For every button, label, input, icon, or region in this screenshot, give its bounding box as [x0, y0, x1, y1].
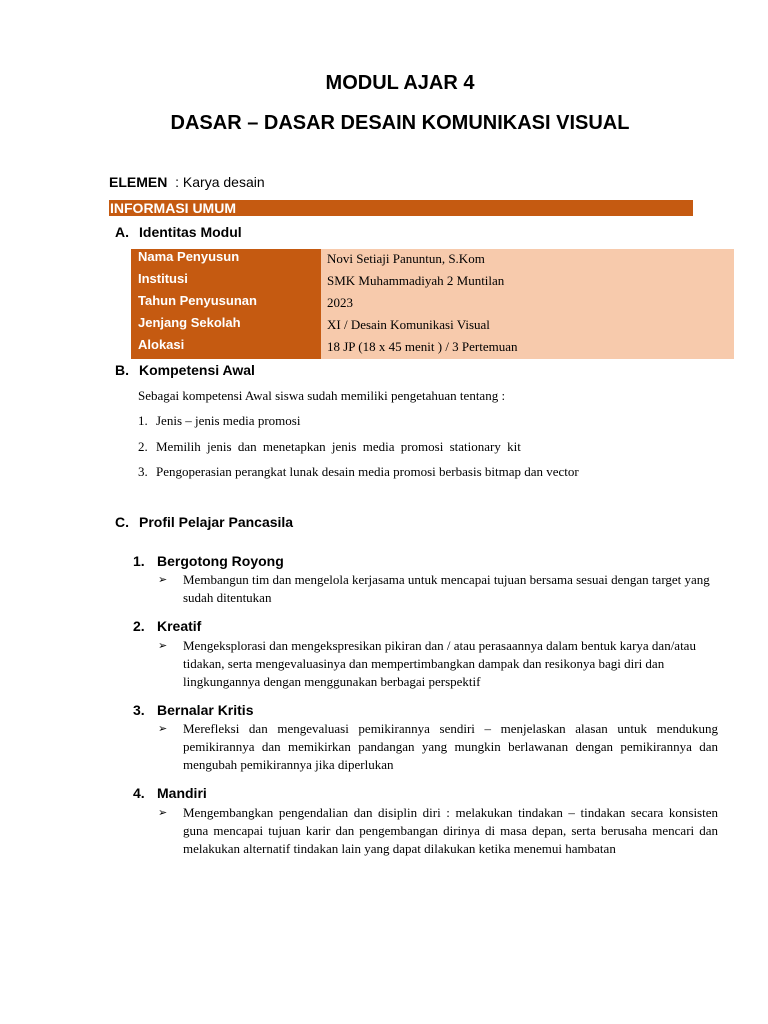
document-subtitle: DASAR – DASAR DESAIN KOMUNIKASI VISUAL — [170, 112, 630, 134]
section-b-title: Kompetensi Awal — [139, 362, 255, 378]
informasi-umum-header: INFORMASI UMUM — [109, 200, 693, 216]
profil-text: Mengeksplorasi dan mengekspresikan pikiran dan / atau perasaannya dalam bentuk karya dan/atau tidakan, serta mengevaluasinya dan mempertimbangkan dampak dan resikonya bagi diri dan lingkungannya dengan menggunakan berbagai perspektif — [183, 638, 696, 689]
list-number: 3. — [138, 464, 148, 479]
list-number: 1. — [138, 413, 148, 428]
profil-title: Bernalar Kritis — [157, 702, 254, 718]
section-a-heading — [115, 224, 242, 240]
table-key: Alokasi — [131, 337, 321, 359]
profil-title: Mandiri — [157, 785, 207, 801]
profil-number: 3. — [133, 702, 145, 718]
list-item — [138, 413, 300, 429]
table-value: Novi Setiaji Panuntun, S.Kom — [321, 249, 734, 271]
profil-item-heading — [133, 618, 201, 634]
table-key: Institusi — [131, 271, 321, 293]
list-item — [138, 464, 579, 480]
profil-item-heading — [133, 785, 207, 801]
section-b-letter: B. — [115, 362, 129, 378]
profil-title: Kreatif — [157, 618, 202, 634]
table-key: Tahun Penyusunan — [131, 293, 321, 315]
elemen-label: ELEMEN — [109, 174, 168, 190]
table-row — [131, 293, 734, 315]
profil-text: Membangun tim dan mengelola kerjasama untuk mencapai tujuan bersama sesuai dengan target yang sudah ditentukan — [183, 572, 710, 605]
identitas-table — [131, 249, 734, 359]
profil-text: Mengembangkan pengendalian dan disiplin diri : melakukan tindakan – tindakan secara konsisten guna mencapai tujuan karir dan pengembangan dirinya di masa depan, serta berusaha mencari dan melakukan alternatif tindakan lain yang dapat dilakukan ketika menemui hambatan — [183, 805, 718, 856]
profil-item-heading — [133, 553, 284, 569]
table-value: XI / Desain Komunikasi Visual — [321, 315, 734, 337]
list-number: 2. — [138, 439, 148, 454]
table-key: Jenjang Sekolah — [131, 315, 321, 337]
list-text: Pengoperasian perangkat lunak desain media promosi berbasis bitmap dan vector — [156, 464, 579, 479]
list-item — [138, 439, 521, 455]
arrow-bullet-icon: ➢ — [158, 573, 168, 586]
section-c-title: Profil Pelajar Pancasila — [139, 514, 294, 530]
section-b-heading — [115, 362, 255, 378]
section-a-title: Identitas Modul — [139, 224, 242, 240]
arrow-bullet-icon: ➢ — [158, 722, 168, 735]
profil-item-body — [158, 804, 718, 858]
arrow-bullet-icon: ➢ — [158, 639, 168, 652]
elemen-value: Karya desain — [182, 174, 265, 190]
profil-number: 4. — [133, 785, 145, 801]
table-value: SMK Muhammadiyah 2 Muntilan — [321, 271, 734, 293]
elemen-colon: : — [175, 174, 180, 190]
profil-item-body — [158, 637, 718, 691]
document-title: MODUL AJAR 4 — [325, 72, 475, 94]
table-row — [131, 271, 734, 293]
section-a-letter: A. — [115, 224, 129, 240]
table-key: Nama Penyusun — [131, 249, 321, 271]
profil-number: 1. — [133, 553, 145, 569]
arrow-bullet-icon: ➢ — [158, 806, 168, 819]
table-row — [131, 315, 734, 337]
profil-item-body — [158, 571, 718, 607]
table-value: 2023 — [321, 293, 734, 315]
list-text: Jenis – jenis media promosi — [156, 413, 301, 428]
section-c-letter: C. — [115, 514, 129, 530]
table-row — [131, 337, 734, 359]
kompetensi-intro: Sebagai kompetensi Awal siswa sudah memiliki pengetahuan tentang : — [138, 388, 506, 403]
table-row — [131, 249, 734, 271]
list-text: Memilih jenis dan menetapkan jenis media promosi stationary kit — [156, 439, 521, 454]
table-value: 18 JP (18 x 45 menit ) / 3 Pertemuan — [321, 337, 734, 359]
profil-item-heading — [133, 702, 253, 718]
profil-text: Merefleksi dan mengevaluasi pemikirannya sendiri – menjelaskan alasan untuk mendukung pemikirannya dan memikirkan pandangan yang mungkin berlawanan dengan pemikirannya dan mengubah pemikirannya jika diperlukan — [183, 721, 718, 772]
profil-title: Bergotong Royong — [157, 553, 284, 569]
section-c-heading — [115, 514, 293, 530]
profil-number: 2. — [133, 618, 145, 634]
profil-item-body — [158, 720, 718, 774]
elemen-line — [109, 174, 265, 190]
